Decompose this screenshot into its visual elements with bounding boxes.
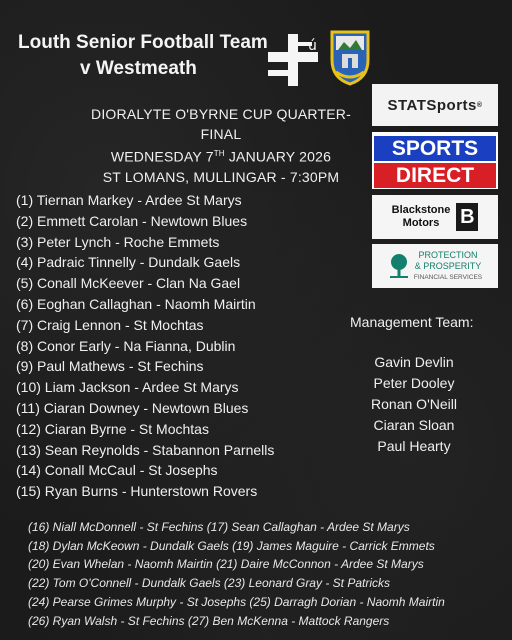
date-suffix-sup: TH — [213, 149, 225, 158]
blackstone-motors-logo — [372, 195, 498, 239]
management-member: Ronan O'Neill — [371, 396, 457, 412]
player-item: (4) Padraic Tinnelly - Dundalk Gaels — [16, 254, 241, 271]
subs-line: (26) Ryan Walsh - St Fechins (27) Ben McKenna - Mattock Rangers — [28, 613, 390, 628]
starting-team-list — [16, 190, 274, 502]
subs-line: (22) Tom O'Connell - Dundalk Gaels (23) Leonard Gray - St Patricks — [28, 576, 390, 591]
player-item: (3) Peter Lynch - Roche Emmets — [16, 233, 220, 250]
gaa-logo-icon — [264, 30, 322, 90]
venue: ST LOMANS, MULLINGAR - 7:30PM — [102, 168, 340, 185]
management-member: Peter Dooley — [373, 375, 455, 391]
date-suffix: JANUARY 2026 — [224, 148, 332, 165]
blackstone-mark-icon: B — [456, 203, 478, 231]
substitutes-list — [28, 518, 445, 630]
management-member: Paul Hearty — [377, 438, 451, 454]
title-line-2: v Westmeath — [80, 58, 197, 79]
sports-direct-bottom: DIRECT — [374, 163, 496, 188]
page-title — [18, 30, 268, 82]
management-list — [350, 352, 478, 457]
player-item: (11) Ciaran Downey - Newtown Blues — [16, 399, 249, 416]
sports-direct-top: SPORTS — [374, 136, 496, 161]
player-item: (14) Conall McCaul - St Josephs — [16, 462, 218, 479]
pp-line-3: FINANCIAL SERVICES — [413, 273, 483, 281]
player-item: (12) Ciaran Byrne - St Mochtas — [16, 420, 209, 437]
westmeath-crest-icon — [328, 26, 372, 88]
player-item: (7) Craig Lennon - St Mochtas — [16, 316, 204, 333]
management-member: Ciaran Sloan — [373, 417, 455, 433]
subs-line: (16) Niall McDonnell - St Fechins (17) Sean Callaghan - Ardee St Marys — [28, 520, 410, 534]
protection-prosperity-logo — [372, 244, 498, 288]
pp-line-1: PROTECTION — [418, 249, 478, 260]
date-prefix: WEDNESDAY 7 — [110, 148, 214, 165]
svg-text:ú: ú — [308, 38, 317, 54]
management-member: Gavin Devlin — [374, 354, 454, 370]
management-heading: Management Team: — [350, 314, 474, 330]
fixture-info — [86, 104, 356, 187]
subs-line: (20) Evan Whelan - Naomh Mairtin (21) Daire McConnon - Ardee St Marys — [28, 557, 424, 572]
player-item: (8) Conor Early - Na Fianna, Dublin — [16, 337, 236, 354]
player-item: (9) Paul Mathews - St Fechins — [16, 358, 204, 375]
player-item: (2) Emmett Carolan - Newtown Blues — [16, 212, 248, 229]
tree-icon — [388, 253, 410, 279]
statsports-logo: STATSports ® — [372, 84, 498, 126]
player-item: (6) Eoghan Callaghan - Naomh Mairtin — [16, 295, 256, 312]
match-date — [86, 144, 356, 167]
subs-line: (18) Dylan McKeown - Dundalk Gaels (19) James Maguire - Carrick Emmets — [28, 538, 435, 553]
pp-text — [414, 250, 482, 283]
blackstone-text — [392, 204, 451, 230]
player-item: (1) Tiernan Markey - Ardee St Marys — [16, 192, 242, 208]
blackstone-line-2: Motors — [402, 217, 440, 229]
player-item: (15) Ryan Burns - Hunterstown Rovers — [16, 483, 258, 500]
subs-line: (24) Pearse Grimes Murphy - St Josephs (25) Darragh Dorian - Naomh Mairtin — [28, 594, 445, 609]
sports-direct-logo — [372, 132, 498, 189]
title-line-1: Louth Senior Football Team — [18, 32, 268, 53]
blackstone-line-1: Blackstone — [391, 204, 451, 216]
pp-line-2: & PROSPERITY — [414, 260, 482, 271]
statsports-label: STATSports — [387, 96, 477, 114]
player-item: (5) Conall McKeever - Clan Na Gael — [16, 275, 241, 292]
player-item: (13) Sean Reynolds - Stabannon Parnells — [16, 441, 275, 458]
player-item: (10) Liam Jackson - Ardee St Marys — [16, 379, 239, 396]
competition-name: DIORALYTE O'BYRNE CUP QUARTER-FINAL — [91, 106, 351, 142]
